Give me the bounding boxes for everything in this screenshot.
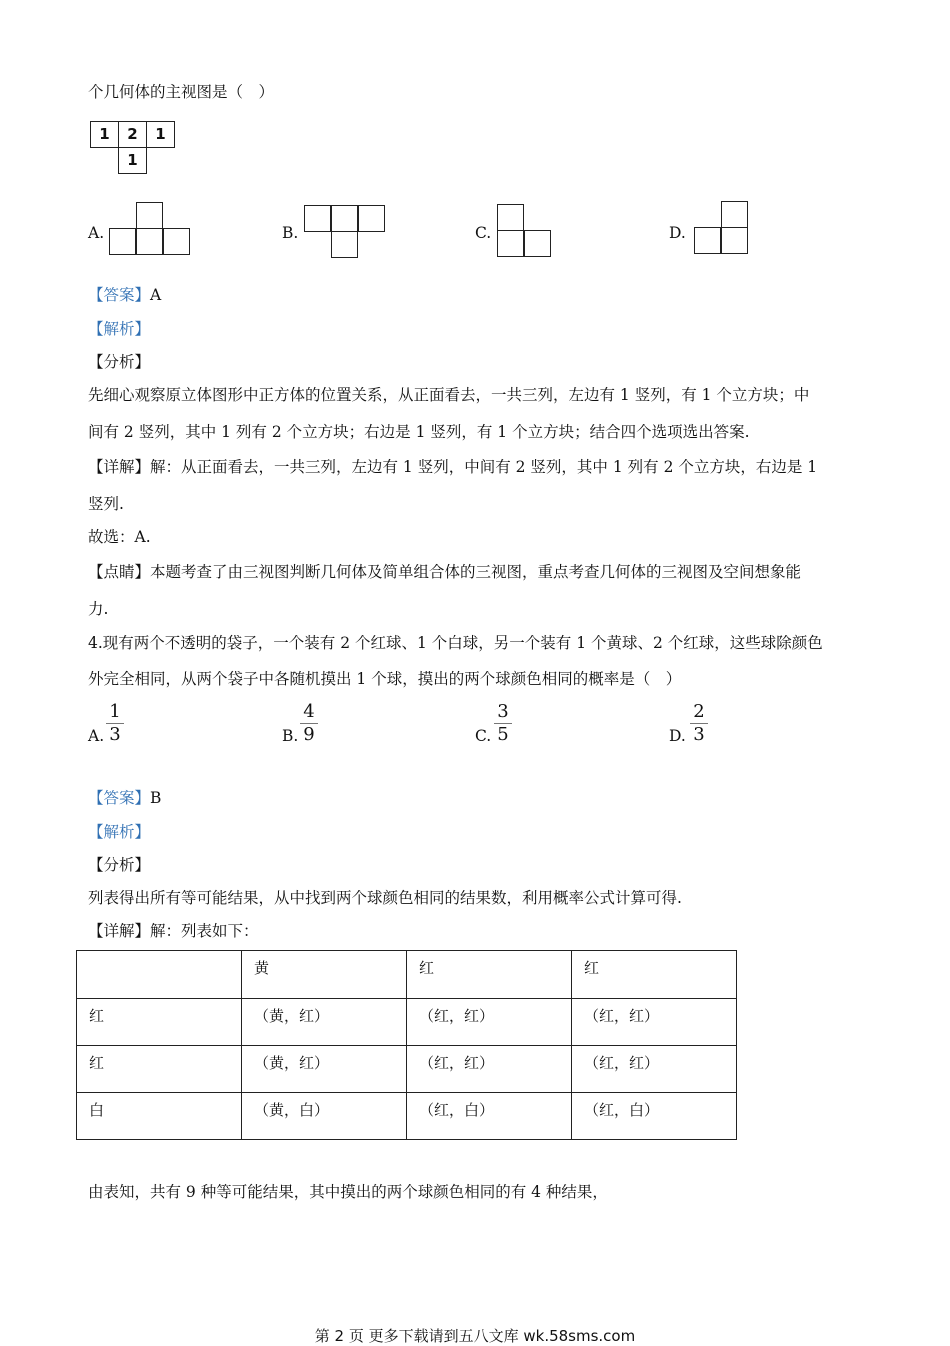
answer-value: A bbox=[150, 286, 162, 304]
q4-stem-line-2: 外完全相同，从两个袋子中各随机摸出 1 个球，摸出的两个球颜色相同的概率是（ ） bbox=[88, 670, 682, 688]
answer-tag: 【答案】 bbox=[88, 286, 151, 304]
q4-fenxi: 【分析】 bbox=[88, 856, 151, 874]
table-cell: （红，红） bbox=[407, 1046, 572, 1093]
q4-option-d-fraction bbox=[690, 702, 708, 745]
table-cell: （红，白） bbox=[407, 1093, 572, 1140]
q3-comment-line-1: 【点睛】本题考查了由三视图判断几何体及简单组合体的三视图，重点考查几何体的三视图及空间想象能 bbox=[88, 563, 802, 581]
probability-table bbox=[76, 950, 737, 1140]
q3-choose: 故选：A. bbox=[88, 528, 151, 546]
denominator: 3 bbox=[693, 724, 705, 745]
table-cell: （黄，红） bbox=[242, 1046, 407, 1093]
denominator: 5 bbox=[497, 724, 509, 745]
q3-fenxi: 【分析】 bbox=[88, 353, 151, 371]
q4-detail: 【详解】解：列表如下： bbox=[88, 922, 259, 940]
q3-option-c-label: C. bbox=[475, 224, 492, 242]
answer-tag: 【答案】 bbox=[88, 789, 151, 807]
table-cell: 白 bbox=[77, 1093, 242, 1140]
q4-conclusion: 由表知，共有 9 种等可能结果，其中摸出的两个球颜色相同的有 4 种结果， bbox=[88, 1183, 608, 1201]
table-cell: （红，红） bbox=[407, 999, 572, 1046]
q4-option-d-label: D. bbox=[669, 727, 686, 745]
q3-option-b-label: B. bbox=[282, 224, 299, 242]
table-cell: 红 bbox=[77, 999, 242, 1046]
page-footer: 第 2 页 更多下载请到五八文库 wk.58sms.com bbox=[314, 1327, 636, 1345]
q3-jiexi: 【解析】 bbox=[88, 320, 151, 338]
q4-analysis: 列表得出所有等可能结果，从中找到两个球颜色相同的结果数，利用概率公式计算可得. bbox=[88, 889, 682, 907]
q4-stem-line-1: 4.现有两个不透明的袋子，一个装有 2 个红球、1 个白球，另一个装有 1 个黄球、2 个红球，这些球除颜色 bbox=[88, 634, 823, 652]
q3-analysis-line-1: 先细心观察原立体图形中正方体的位置关系，从正面看去，一共三列，左边有 1 竖列，有 1 个立方块；中 bbox=[88, 386, 810, 404]
table-cell: 黄 bbox=[242, 951, 407, 999]
table-cell: 红 bbox=[77, 1046, 242, 1093]
answer-value: B bbox=[150, 789, 162, 807]
table-row bbox=[77, 999, 737, 1046]
top-view-cell: 1 bbox=[90, 121, 119, 148]
table-cell bbox=[77, 951, 242, 999]
top-view-cell: 1 bbox=[118, 147, 147, 174]
table-cell: 红 bbox=[407, 951, 572, 999]
table-row bbox=[77, 1093, 737, 1140]
q3-option-a-label: A. bbox=[88, 224, 105, 242]
top-view-cell: 2 bbox=[118, 121, 147, 148]
q3-answer bbox=[88, 283, 161, 305]
table-row bbox=[77, 1046, 737, 1093]
table-row bbox=[77, 951, 737, 999]
top-view-cell: 1 bbox=[146, 121, 175, 148]
table-cell: （黄，白） bbox=[242, 1093, 407, 1140]
q4-option-c-fraction bbox=[494, 702, 512, 745]
q3-option-d-label: D. bbox=[669, 224, 686, 242]
table-cell: （红，白） bbox=[572, 1093, 737, 1140]
numerator: 1 bbox=[109, 701, 121, 722]
table-cell: （黄，红） bbox=[242, 999, 407, 1046]
q3-detail-line-2: 竖列. bbox=[88, 495, 124, 513]
q4-option-c-label: C. bbox=[475, 727, 492, 745]
q3-analysis-line-2: 间有 2 竖列，其中 1 列有 2 个立方块；右边是 1 竖列，有 1 个立方块；结合四个选项选出答案. bbox=[88, 423, 750, 441]
numerator: 4 bbox=[303, 701, 315, 722]
table-cell: 红 bbox=[572, 951, 737, 999]
table-cell: （红，红） bbox=[572, 999, 737, 1046]
q3-detail-line-1: 【详解】解：从正面看去，一共三列，左边有 1 竖列，中间有 2 竖列，其中 1 列有 2 个立方块，右边是 1 bbox=[88, 458, 818, 476]
numerator: 3 bbox=[497, 701, 509, 722]
q4-option-b-label: B. bbox=[282, 727, 299, 745]
q3-comment-line-2: 力. bbox=[88, 600, 109, 618]
q4-option-a-label: A. bbox=[88, 727, 105, 745]
denominator: 3 bbox=[109, 724, 121, 745]
q4-jiexi: 【解析】 bbox=[88, 823, 151, 841]
numerator: 2 bbox=[693, 701, 705, 722]
q4-option-b-fraction bbox=[300, 702, 318, 745]
table-cell: （红，红） bbox=[572, 1046, 737, 1093]
q4-answer bbox=[88, 786, 161, 808]
denominator: 9 bbox=[303, 724, 315, 745]
q3-stem: 个几何体的主视图是（ ） bbox=[88, 83, 275, 101]
q4-option-a-fraction bbox=[106, 702, 124, 745]
